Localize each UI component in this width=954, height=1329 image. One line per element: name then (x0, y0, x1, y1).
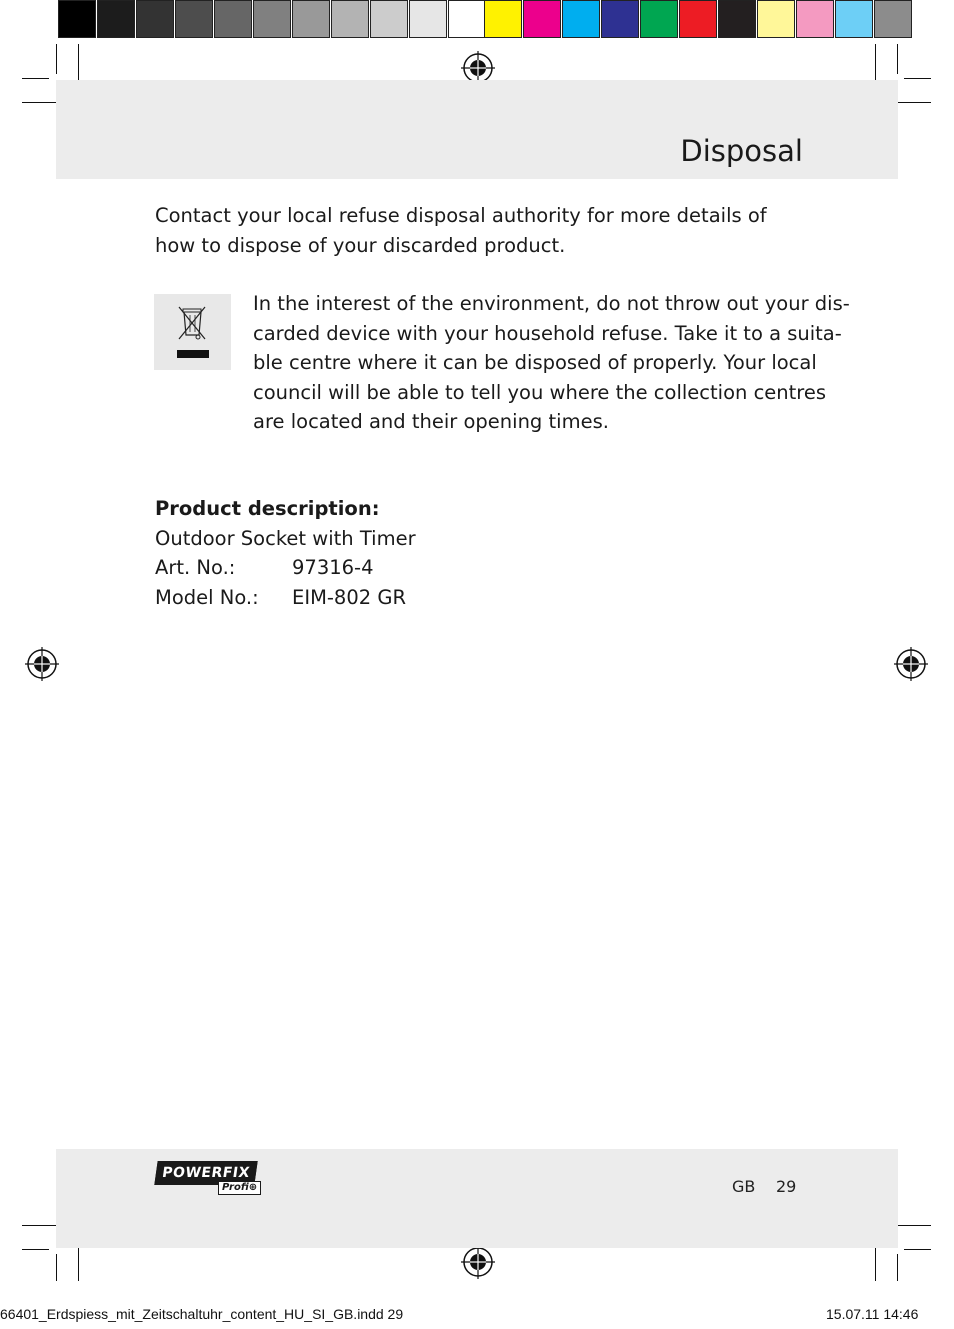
registration-mark-icon (25, 647, 59, 681)
color-swatch (331, 0, 369, 38)
text-line: In the interest of the environment, do not throw out your dis- (253, 292, 850, 315)
color-swatch (757, 0, 795, 38)
page-title: Disposal (680, 134, 803, 168)
logo-subbrand: Profi⊕ (218, 1181, 261, 1195)
color-swatch (874, 0, 912, 38)
product-description (155, 494, 655, 612)
powerfix-logo (156, 1161, 270, 1195)
color-swatch (175, 0, 213, 38)
color-swatch (253, 0, 291, 38)
intro-paragraph: Contact your local refuse disposal authority for more details of how to dispose of your discarded product. (155, 204, 767, 257)
registration-mark-icon (461, 1245, 495, 1279)
text-line: are located and their opening times. (253, 410, 609, 433)
color-swatch (97, 0, 135, 38)
color-swatch (718, 0, 756, 38)
color-swatch (679, 0, 717, 38)
model-number-label: Model No.: (155, 585, 259, 609)
crop-mark (904, 78, 931, 79)
environment-paragraph (253, 289, 850, 437)
print-slug-filename: 66401_Erdspiess_mit_Zeitschaltuhr_content_HU_SI_GB.indd 29 (0, 1306, 404, 1322)
color-swatch (214, 0, 252, 38)
color-swatch (640, 0, 678, 38)
text-line: council will be able to tell you where the collection centres (253, 380, 827, 404)
process-color-bar (484, 0, 913, 38)
color-swatch (484, 0, 522, 38)
print-slug-date: 15.07.11 14:46 (826, 1306, 919, 1322)
color-swatch (796, 0, 834, 38)
language-code: GB (732, 1177, 756, 1196)
logo-wordmark: POWERFIX (154, 1161, 257, 1185)
logo-subbrand-text: Profi (222, 1182, 249, 1193)
crop-mark (897, 1254, 898, 1281)
crossed-out-wheelie-bin-icon (154, 294, 231, 370)
article-number-row (155, 553, 655, 583)
crop-mark (22, 1249, 49, 1250)
crop-mark (904, 1249, 931, 1250)
article-number-value: 97316-4 (292, 556, 374, 579)
product-name: Outdoor Socket with Timer (155, 526, 416, 550)
color-swatch (601, 0, 639, 38)
weee-symbol (154, 294, 231, 370)
color-swatch (58, 0, 96, 38)
registration-mark-icon (894, 647, 928, 681)
color-swatch (409, 0, 447, 38)
crop-mark (22, 78, 49, 79)
crop-mark (56, 44, 57, 74)
color-swatch (562, 0, 600, 38)
text-line: carded device with your household refuse. Take it to a suita- (253, 321, 842, 345)
text-line: ble centre where it can be disposed of properly. Your local (253, 351, 817, 374)
color-swatch (370, 0, 408, 38)
color-swatch (523, 0, 561, 38)
model-number-row (155, 583, 655, 613)
color-swatch (448, 0, 486, 38)
product-heading: Product description: (155, 497, 380, 520)
crop-mark (897, 44, 898, 74)
color-swatch (835, 0, 873, 38)
page-number: 29 (776, 1177, 797, 1196)
color-swatch (292, 0, 330, 38)
article-number-label: Art. No.: (155, 556, 236, 579)
grayscale-color-bar (58, 0, 486, 38)
color-swatch (136, 0, 174, 38)
crop-mark (56, 1254, 57, 1281)
model-number-value: EIM-802 GR (292, 585, 407, 609)
